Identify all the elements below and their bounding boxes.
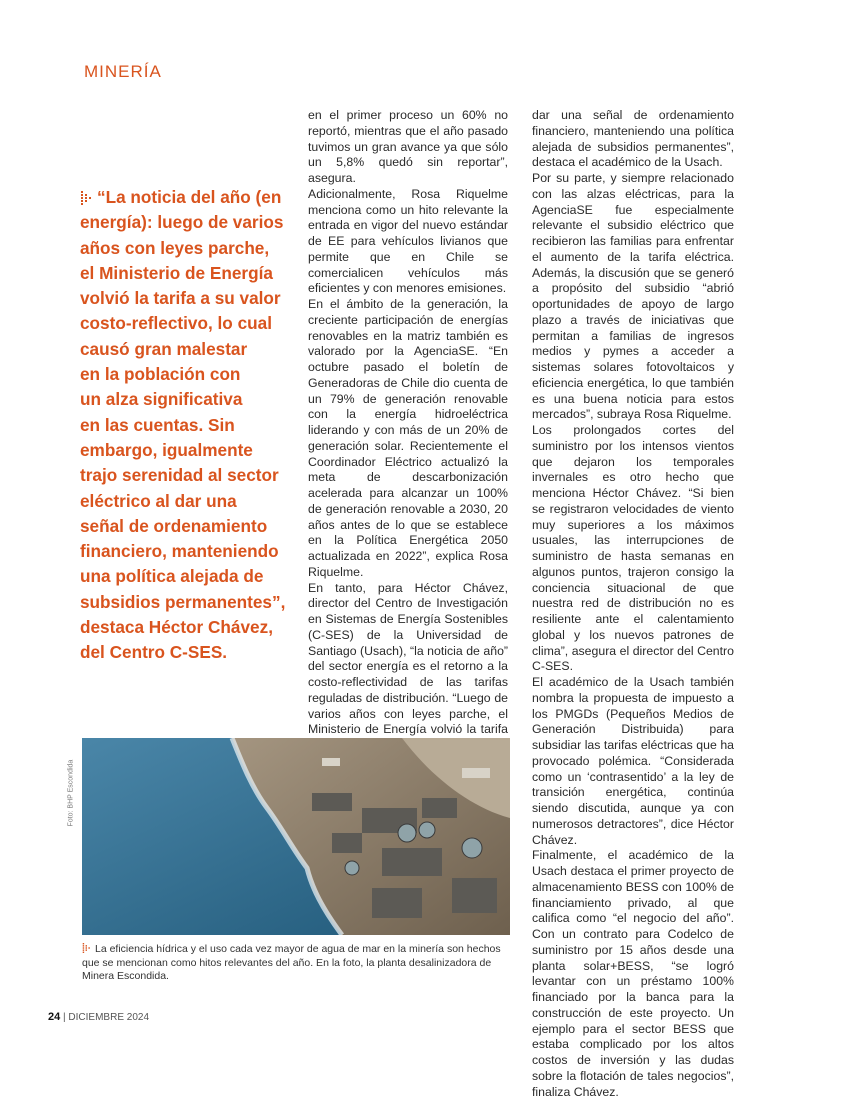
pull-quote-line: volvió la tarifa a su valor [80, 288, 281, 309]
pull-quote-line: una política alejada de [80, 566, 264, 587]
page-number: 24 [48, 1011, 61, 1023]
photo-caption [82, 943, 510, 984]
issue-date: DICIEMBRE 2024 [68, 1012, 150, 1023]
pull-quote-line: “La noticia del año (en [80, 185, 280, 210]
photo-credit: Foto: BHP Escondida [67, 759, 75, 827]
pull-quote-line: causó gran malestar [80, 338, 248, 359]
caption-text: La eficiencia hídrica y el uso cada vez mayor de agua de mar en la minería son hechos que se mencionan como hitos relevantes del año. En la foto, la planta desalinizadora de Minera Escondida. [82, 943, 501, 982]
article-column-3 [532, 108, 734, 1100]
pull-quote-line: un alza significativa [80, 389, 243, 410]
pull-quote-line: destaca Héctor Chávez, [80, 617, 273, 638]
paragraph: Adicionalmente, Rosa Riquelme menciona como un hito relevante la entrada en vigor del nuevo estándar de EE para vehículos livianos que permite que en Chile se comercialicen vehículos más eficientes y con menores emisiones. [308, 186, 508, 296]
pull-quote-line: energía): luego de varios [80, 212, 284, 233]
pull-quote-line: del Centro C-SES. [80, 642, 228, 663]
article-column-2 [308, 108, 508, 817]
pull-quote-line: en la población con [80, 364, 241, 385]
aerial-photo-illustration [82, 738, 510, 935]
paragraph: dar una señal de ordenamiento financiero, manteniendo una política alejada de subsidios permanentes”, destaca el académico de la Usach. [532, 108, 734, 170]
pull-quote-line: eléctrico al dar una [80, 490, 237, 511]
pull-quote-line: años con leyes parche, [80, 237, 270, 258]
paragraph: Por su parte, y siempre relacionado con las alzas eléctricas, para la AgenciaSE fue especialmente relevante el subsidio eléctrico que recibieron las familias para enfrentar el aumento de la tarifa eléctrica. Además, la discusión que se generó a propósito del subsidio “abrió oportunidades de apoyo de largo plazo a través de iniciativas que permitan a familias de ingresos medios y pymes a acceder a sistemas solares fotovoltaicos y eficiencia energética, lo que también es una buena noticia para estos mercados”, subraya Rosa Riquelme. [532, 171, 734, 422]
pull-quote-line: señal de ordenamiento [80, 515, 268, 536]
paragraph: En tanto, para Héctor Chávez, director del Centro de Investigación en Sistemas de Energía Sostenibles (C-SES) de la Universidad de Santiago (Usach), “la noticia de año” del sector energía es el retorno a la costo-reflectividad de las tarifas reguladas de distribución. “Luego de varios años con leyes parche, el Ministerio de Energía volvió la tarifa [308, 580, 508, 737]
desalination-plant-photo [82, 738, 510, 935]
paragraph: Finalmente, el académico de la Usach destaca el primer proyecto de almacenamiento BESS con 100% de financiamiento privado, al que califica como “el negocio del año”. Con un contrato para Codelco de suministro por 15 años desde una planta solar+BESS, “se logró levantar con un préstamo 100% financiado por la banca para la construcción de este proyecto. Un ejemplo para el sector BESS que estaba complicado por los altos costos de inversión y las dudas sobre la flotación de tales negocios”, finaliza Chávez. [532, 848, 734, 1099]
pull-quote-line: embargo, igualmente [80, 439, 253, 460]
paragraph: en el primer proceso un 60% no reportó, mientras que el año pasado tuvimos un gran avance ya que sólo un 5,8% quedó sin reportar”, asegura. [308, 108, 508, 185]
page-footer [48, 1011, 149, 1023]
pull-quote-line: el Ministerio de Energía [80, 262, 273, 283]
paragraph: En el ámbito de la generación, la creciente participación de energías renovables en la matriz también es valorado por la AgenciaSE. “En octubre pasado el boletín de Generadoras de Chile dio cuenta de un 79% de generación renovable con la energía hidroeléctrica liderando y con más de un 20% de generación solar. Recientemente el Coordinador Eléctrico actualizó la meta de descarbonización acelerada para alcanzar un 100% de generación renovable a 2030, 20 años antes de lo que se establece en la Política Energética 2050 actualizada en 2022”, explica Rosa Riquelme. [308, 297, 508, 579]
pull-quote-line: trajo serenidad al sector [80, 465, 279, 486]
pull-quote-line: financiero, manteniendo [80, 541, 279, 562]
pull-quote-line: costo-reflectivo, lo cual [80, 313, 272, 334]
bullet-dots-icon [82, 943, 92, 953]
pull-quote-line: en las cuentas. Sin [80, 414, 235, 435]
bullet-dots-icon [80, 191, 94, 205]
pull-quote-line: subsidios permanentes”, [80, 591, 286, 612]
paragraph: Los prolongados cortes del suministro por los intensos vientos que dejaron los temporales invernales es otro hecho que menciona Héctor Chávez. “Si bien se registraron velocidades de viento muy superiores a los máximos usuales, las interrupciones de suministro de hasta semanas en algunos puntos, trajeron consigo la conciencia situacional de que nuestra red de distribución no es resiliente ante el calentamiento global y los nuevos patrones de clima”, asegura el director del Centro C-SES. [532, 423, 734, 674]
section-title: MINERÍA [84, 62, 162, 81]
pull-quote [80, 185, 286, 666]
footer-separator: | [63, 1012, 66, 1023]
paragraph: El académico de la Usach también nombra la propuesta de impuesto a los PMGDs (Pequeños Medios de Generación Distribuida) para subsidiar las tarifas eléctricas que ha provocado polémica. “Considerada como un ‘contrasentido’ a la ley de transición energética, continúa siendo discutida, aunque ya con numerosos detractores”, dice Héctor Chávez. [532, 675, 734, 847]
